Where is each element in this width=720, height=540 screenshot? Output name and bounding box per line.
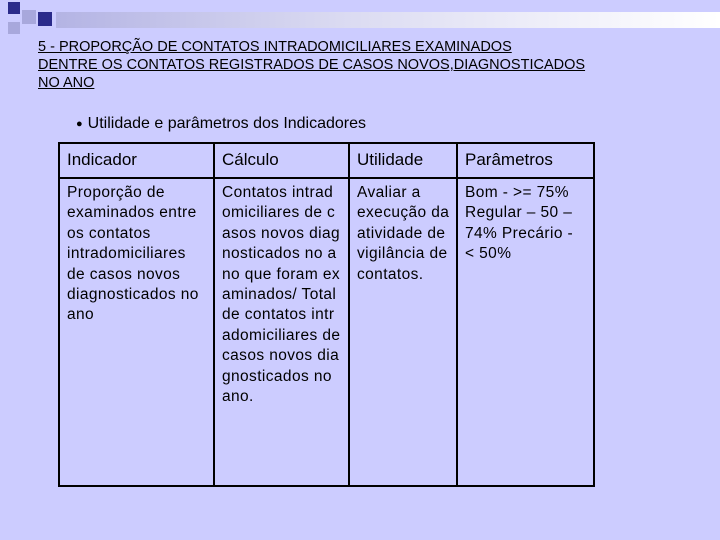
table-cell: Avaliar a execução da atividade de vigilância de contatos. bbox=[349, 178, 457, 486]
slide-title bbox=[38, 38, 688, 92]
decor-square bbox=[38, 12, 52, 26]
column-header: Indicador bbox=[59, 143, 214, 178]
table-row bbox=[59, 178, 594, 486]
decor-square bbox=[8, 22, 20, 34]
bullet-icon: ● bbox=[76, 118, 83, 130]
table-cell: Contatos intradomiciliares de casos novos diagnosticados no ano que foram examinados/ Total de contatos intradomiciliares de casos novos diagnosticados no ano. bbox=[214, 178, 349, 486]
decor-square bbox=[22, 10, 36, 24]
table-cell: Bom - >= 75% Regular – 50 – 74% Precário - < 50% bbox=[457, 178, 594, 486]
column-header: Cálculo bbox=[214, 143, 349, 178]
column-header: Parâmetros bbox=[457, 143, 594, 178]
header-bar bbox=[56, 12, 720, 28]
title-line: NO ANO bbox=[38, 75, 95, 91]
bullet-text: Utilidade e parâmetros dos Indicadores bbox=[87, 115, 367, 132]
table-header-row bbox=[59, 143, 594, 178]
column-header: Utilidade bbox=[349, 143, 457, 178]
bullet-item bbox=[76, 115, 366, 133]
decor-square bbox=[8, 2, 20, 14]
title-line: 5 - PROPORÇÃO DE CONTATOS INTRADOMICILIARES EXAMINADOS bbox=[38, 39, 512, 55]
title-line: DENTRE OS CONTATOS REGISTRADOS DE CASOS NOVOS,DIAGNOSTICADOS bbox=[38, 57, 586, 73]
indicators-table bbox=[58, 142, 595, 487]
table-cell: Proporção de examinados entre os contatos intradomiciliares de casos novos diagnosticados no ano bbox=[59, 178, 214, 486]
